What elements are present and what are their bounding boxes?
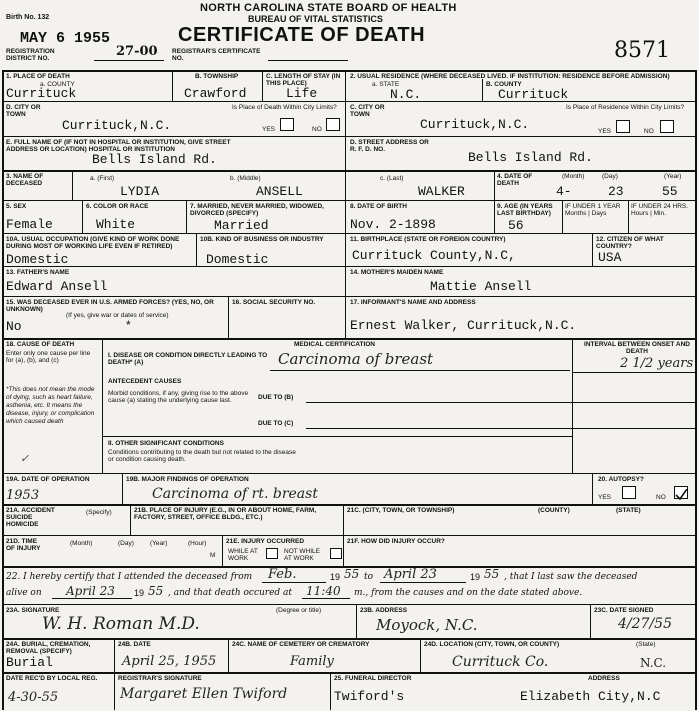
autopsy-label: 20. AUTOPSY? xyxy=(598,476,644,483)
informant: Ernest Walker, Currituck,N.C. xyxy=(350,318,577,333)
cert-statement-a: 22. I hereby certify that I attended the deceased from xyxy=(6,572,253,582)
armed-forces: No xyxy=(6,319,22,334)
middle-name: ANSELL xyxy=(256,184,303,199)
death-yes-label: YES xyxy=(262,126,276,133)
cert-statement-c: m., from the causes and on the date stated above. xyxy=(354,588,583,598)
last-seen-year: 55 xyxy=(148,584,164,598)
marital-label: 7. MARRIED, NEVER MARRIED, WIDOWED, DIVORCED (SPECIFY) xyxy=(190,203,324,217)
certificate-title: CERTIFICATE OF DEATH xyxy=(178,24,426,46)
residence-state: N.C. xyxy=(390,87,422,102)
hospital: Bells Island Rd. xyxy=(92,152,217,167)
disease-label: I. DISEASE OR CONDITION DIRECTLY LEADING TO DEATH* (A) xyxy=(108,352,268,366)
injury-year-label: (Year) xyxy=(150,540,168,547)
funeral-director-label: 25. FUNERAL DIRECTOR xyxy=(334,675,412,682)
funeral-director-address-label: ADDRESS xyxy=(588,675,620,682)
age: 56 xyxy=(508,218,524,233)
death-city-yes-checkbox[interactable] xyxy=(280,118,294,131)
attended-to-year: 55 xyxy=(484,567,500,581)
death-township: Crawford xyxy=(184,86,247,101)
death-city: Currituck,N.C. xyxy=(62,118,172,133)
signature-label: 23A. SIGNATURE xyxy=(6,607,60,614)
attended-from-month: Feb. xyxy=(268,567,297,582)
death-year: 55 xyxy=(662,184,678,199)
county-label: a. COUNTY xyxy=(40,81,75,88)
mother-name: Mattie Ansell xyxy=(430,279,532,294)
operation-date-label: 19A. DATE OF OPERATION xyxy=(6,476,90,483)
residence-within-limits-label: Is Place of Residence Within City Limits? xyxy=(566,104,685,111)
death-no-label: NO xyxy=(312,126,322,133)
cert-to-word: to xyxy=(364,572,374,582)
death-month: 4- xyxy=(556,184,572,199)
burial-date-label: 24B. DATE xyxy=(118,641,151,648)
injury-state-label: (STATE) xyxy=(616,507,641,514)
deceased-name-label: 3. NAME OF DECEASED xyxy=(6,173,44,187)
operation-findings-label: 19B. MAJOR FINDINGS OF OPERATION xyxy=(126,476,249,483)
physician-signature: W. H. Roman M.D. xyxy=(42,614,200,634)
injury-time-label: 21D. TIME OF INJURY xyxy=(6,538,41,552)
cert-alive-on: alive on xyxy=(6,588,42,598)
accident-specify-label: (Specify) xyxy=(86,509,112,516)
star-note: *This does not mean the mode of dying, such as heart failure, asthenia, etc. It means the disease, injury, or complication which caused death xyxy=(6,386,95,425)
residence-label: 2. USUAL RESIDENCE (WHERE DECEASED LIVED. IF INSTITUTION: RESIDENCE BEFORE ADMISSION) xyxy=(350,73,670,80)
last-name: WALKER xyxy=(418,184,465,199)
burial-location: Currituck Co. xyxy=(452,654,549,670)
race-label: 6. COLOR OR RACE xyxy=(86,203,149,210)
operation-findings: Carcinoma of rt. breast xyxy=(152,486,318,502)
citizenship-label: 12. CITIZEN OF WHAT COUNTRY? xyxy=(596,236,664,250)
bureau-title: BUREAU OF VITAL STATISTICS xyxy=(248,14,383,24)
armed-service: * xyxy=(126,318,131,332)
residence-street: Bells Island Rd. xyxy=(468,150,593,165)
autopsy-no-label: NO xyxy=(656,494,666,501)
sex-label: 5. SEX xyxy=(6,203,27,210)
death-city-no-checkbox[interactable] xyxy=(326,118,340,131)
death-certificate: Birth No. 132 NORTH CAROLINA STATE BOARD OF HEALTH BUREAU OF VITAL STATISTICS CERTIFICATE OF DEATH MAY 6 1955 REGISTRATION DISTRICT NO. 27-00 REGISTRAR'S CERTIFICATE NO. 8571 1. PLACE OF DEATH a. COUNTY Currituck B. TOWNSHIP Crawford C. LENGTH OF STAY (IN THIS PLACE) Life 2. USUAL RESIDENCE (WHERE DECEASED LIVED. IF INSTITUTION: RESIDENCE BEFORE ADMISSION) a. STATE N.C. B. COUNTY Currituck D. CITY OR TOWN Currituck,N.C. Is Place of Death Within City Limits? YES NO C. CITY OR TOWN Currituck,N.C. Is Place of Residence Within City Limits? YES NO E. FULL NAME OF (IF NOT IN HOSPITAL OR INSTITUTION, GIVE STREET ADDRESS OR LOCATION) HOSPITAL OR INSTITUTION Bells Island Rd. D. STREET ADDRESS OR R. F. D. NO. Bells Island Rd. 3. NAME OF DECEASED a. (First) LYDIA b. (Middle) ANSELL c. (Last) WALKER 4. DATE OF DEATH (Month) (Day) (Year) 4- 23 55 5. SEX Female 6. COLOR OR RACE White 7. MARRIED, NEVER MARRIED, WIDOWED, DIVORCED (SPECIFY) Married 8. DATE OF BIRTH Nov. 2-1898 9. AGE (IN YEARS LAST BIRTHDAY) 56 IF UNDER 1 YEAR Months | Days IF UNDER 24 HRS. Hours | Min. 10A. USUAL OCCUPATION (GIVE KIND OF WORK DONE DURING MOST OF WORKING LIFE EVEN IF RETIRED) Domestic 10B. KIND OF BUSINESS OR INDUSTRY Domestic 11. BIRTHPLACE (STATE OR FOREIGN COUNTRY) Currituck County,N.C, 12. CITIZEN OF WHAT COUNTRY? USA 13. FATHER'S NAME Edward Ansell 14. MOTHER'S MAIDEN NAME Mattie Ansell 15. WAS DECEASED EVER IN U.S. ARMED FORCES? (YES, NO, OR UNKNOWN) (If yes, give war or dates of service) No * 16. SOCIAL SECURITY NO. 17. INFORMANT'S NAME AND ADDRESS Ernest Walker, Currituck,N.C. 18. CAUSE OF DEATH Enter only one cause per line for (a), (b), and (c) *This does not mean the mode of dying, such as heart failure, asthenia, etc. It means the disease, injury, or complication which caused death ✓ MEDICAL CERTIFICATION I. DISEASE OR CONDITION DIRECTLY LEADING TO DEATH* (A) Carcinoma of breast INTERVAL BETWEEN ONSET AND DEATH 2 1/2 years ANTECEDENT CAUSES Morbid conditions, if any, giving rise to the above cause (a) stating the underlying cause last. DUE TO (B) DUE TO (C) II. OTHER SIGNIFICANT CONDITIONS Conditions contributing to the death but not related to the disease or condition causing death. 19A. DATE OF OPERATION 1953 19B. MAJOR FINDINGS OF OPERATION Carcinoma of rt. breast 20. AUTOPSY? YES NO 21A. ACCIDENT SUICIDE HOMICIDE (Specify) 21B. PLACE OF INJURY (E.G., IN OR ABOUT HOME, FARM, FACTORY, STREET, OFFICE BLDG., ETC.) 21C. (CITY, TOWN, OR TOWNSHIP) (COUNTY) (STATE) 21D. TIME OF INJURY (Month) (Day) (Year) (Hour) M 21E. INJURY OCCURRED WHILE AT WORK NOT WHILE AT WORK 21F. HOW DID INJURY OCCUR? 22. I hereby certify that I attended the deceased from Feb. 19 55 to April 23 19 55 , that I last saw the deceased alive on April 23 19 55 , and that death occured at 11:40 m., from the causes and on the date stated above. 23A. SIGNATURE (Degree or title) W. H. Roman M.D. 23B. ADDRESS Moyock, N.C. 23C. DATE SIGNED 4/27/55 24A. BURIAL, CREMATION, REMOVAL (SPECIFY) Burial 24B. DATE April 25, 1955 24C. NAME OF CEMETERY OR CREMATORY Family 24D. LOCATION (CITY, TOWN, OR COUNTY) (State) Currituck Co. N.C. DATE REC'D BY LOCAL REG. 4-30-55 REGISTRAR'S SIGNATURE Margaret Ellen Twiford 25. FUNERAL DIRECTOR Twiford's ADDRESS Elizabeth City,N.C xyxy=(0,0,699,711)
autopsy-no-checkbox[interactable] xyxy=(674,486,688,499)
cemetery: Family xyxy=(290,654,334,669)
due-to-b-label: DUE TO (B) xyxy=(258,394,294,401)
residence-yes-label: YES xyxy=(598,128,612,135)
while-at-work-label: WHILE AT WORK xyxy=(228,548,258,562)
funeral-director-address: Elizabeth City,N.C xyxy=(520,689,661,704)
physician-address-label: 23B. ADDRESS xyxy=(360,607,408,614)
how-injury-label: 21F. HOW DID INJURY OCCUR? xyxy=(347,538,445,545)
date-signed: 4/27/55 xyxy=(618,616,672,632)
attended-to-date: April 23 xyxy=(384,567,437,582)
mother-label: 14. MOTHER'S MAIDEN NAME xyxy=(350,269,444,276)
residence-city-yes-checkbox[interactable] xyxy=(616,120,630,133)
age-label: 9. AGE (IN YEARS LAST BIRTHDAY) xyxy=(497,203,553,217)
not-while-at-work-checkbox[interactable] xyxy=(330,548,342,559)
not-while-at-work-label: NOT WHILE AT WORK xyxy=(284,548,320,562)
business: Domestic xyxy=(206,252,269,267)
accident-label: 21A. ACCIDENT SUICIDE HOMICIDE xyxy=(6,507,55,528)
interval-label: INTERVAL BETWEEN ONSET AND DEATH xyxy=(584,341,690,355)
other-conditions-label: II. OTHER SIGNIFICANT CONDITIONS xyxy=(108,440,224,447)
armed-service-sublabel: (If yes, give war or dates of service) xyxy=(66,312,169,319)
autopsy-yes-label: YES xyxy=(598,494,612,501)
disease: Carcinoma of breast xyxy=(278,350,434,368)
under-one-year-label: IF UNDER 1 YEAR Months | Days xyxy=(565,203,621,217)
ssn-label: 16. SOCIAL SECURITY NO. xyxy=(232,299,316,306)
cert-occurred-at: , and that death occured at xyxy=(168,588,293,598)
burial-state-label: (State) xyxy=(636,641,656,648)
length-of-stay-label: C. LENGTH OF STAY (IN THIS PLACE) xyxy=(266,73,341,87)
citizenship: USA xyxy=(598,250,622,265)
while-at-work-checkbox[interactable] xyxy=(266,548,278,559)
autopsy-yes-checkbox[interactable] xyxy=(622,486,636,499)
birth-number: Birth No. 132 xyxy=(6,14,50,21)
residence-city: Currituck,N.C. xyxy=(420,117,530,132)
date-stamp: MAY 6 1955 xyxy=(20,30,111,47)
cause-of-death-label: 18. CAUSE OF DEATH xyxy=(6,341,75,348)
cemetery-label: 24C. NAME OF CEMETERY OR CREMATORY xyxy=(232,641,370,648)
last-name-label: c. (Last) xyxy=(380,175,404,182)
injury-hour-label: (Hour) xyxy=(188,540,207,547)
business-label: 10B. KIND OF BUSINESS OR INDUSTRY xyxy=(200,236,324,243)
date-received: 4-30-55 xyxy=(8,690,59,705)
registration-district: 27-00 xyxy=(116,44,158,59)
due-to-c-label: DUE TO (C) xyxy=(258,420,294,427)
residence-city-label: C. CITY OR TOWN xyxy=(350,104,385,118)
residence-county-label: B. COUNTY xyxy=(486,81,522,88)
death-date-label: 4. DATE OF DEATH xyxy=(497,173,533,187)
funeral-director: Twiford's xyxy=(334,689,405,704)
burial-location-label: 24D. LOCATION (CITY, TOWN, OR COUNTY) xyxy=(424,641,560,648)
morbid-note: Morbid conditions, if any, giving rise to the above cause (a) stating the underlying cause last. xyxy=(108,390,249,404)
residence-county: Currituck xyxy=(498,87,569,102)
street-label: D. STREET ADDRESS OR R. F. D. NO. xyxy=(350,139,429,153)
date-received-label: DATE REC'D BY LOCAL REG. xyxy=(6,675,98,682)
township-label: B. TOWNSHIP xyxy=(195,73,239,80)
injury-month-label: (Month) xyxy=(70,540,93,547)
degree-label: (Degree or title) xyxy=(276,607,322,614)
injury-location-label: 21C. (CITY, TOWN, OR TOWNSHIP) xyxy=(347,507,455,514)
length-of-stay: Life xyxy=(286,86,318,101)
sex: Female xyxy=(6,217,53,232)
burial-state: N.C. xyxy=(640,656,667,670)
residence-city-no-checkbox[interactable] xyxy=(660,120,674,133)
registration-district-label: REGISTRATION DISTRICT NO. xyxy=(6,48,55,62)
cert-statement-b: , that I last saw the deceased xyxy=(504,572,638,582)
physician-address: Moyock, N.C. xyxy=(376,616,478,634)
injury-day-label: (Day) xyxy=(118,540,134,547)
death-month-label: (Month) xyxy=(562,173,585,180)
hospital-label: E. FULL NAME OF (IF NOT IN HOSPITAL OR INSTITUTION, GIVE STREET ADDRESS OR LOCATION) HOSPITAL OR INSTITUTION xyxy=(6,139,231,153)
first-name-label: a. (First) xyxy=(90,175,115,182)
registrar-certificate-label: REGISTRAR'S CERTIFICATE NO. xyxy=(172,48,261,62)
injury-m-label: M xyxy=(210,552,216,559)
state-label: a. STATE xyxy=(372,81,400,88)
cause-note: Enter only one cause per line for (a), (b), and (c) xyxy=(6,350,91,364)
first-name: LYDIA xyxy=(120,184,160,199)
check-mark-icon xyxy=(675,489,687,500)
birthplace: Currituck County,N.C, xyxy=(352,248,516,263)
registrar-signature-label: REGISTRAR'S SIGNATURE xyxy=(118,675,202,682)
father-name: Edward Ansell xyxy=(6,279,108,294)
operation-date: 1953 xyxy=(6,488,40,503)
birth-date-label: 8. DATE OF BIRTH xyxy=(350,203,407,210)
last-seen-date: April 23 xyxy=(66,584,115,598)
middle-name-label: b. (Middle) xyxy=(230,175,261,182)
certificate-number: 8571 xyxy=(614,38,670,63)
armed-forces-label: 15. WAS DECEASED EVER IN U.S. ARMED FORCES? (YES, NO, OR UNKNOWN) xyxy=(6,299,214,313)
medical-certification-header: MEDICAL CERTIFICATION xyxy=(294,341,376,348)
death-time: 11:40 xyxy=(306,584,341,598)
registrar-signature: Margaret Ellen Twiford xyxy=(120,686,288,702)
informant-label: 17. INFORMANT'S NAME AND ADDRESS xyxy=(350,299,476,306)
injury-occurred-label: 21E. INJURY OCCURRED xyxy=(226,538,305,545)
death-county: Currituck xyxy=(6,86,77,101)
occupation-label: 10A. USUAL OCCUPATION (GIVE KIND OF WORK DONE DURING MOST OF WORKING LIFE EVEN IF RETIRED) xyxy=(6,236,180,250)
antecedent-label: ANTECEDENT CAUSES xyxy=(108,378,182,385)
burial-label: 24A. BURIAL, CREMATION, REMOVAL (SPECIFY) xyxy=(6,641,91,655)
under-24-hours-label: IF UNDER 24 HRS. Hours | Min. xyxy=(631,203,689,217)
board-title: NORTH CAROLINA STATE BOARD OF HEALTH xyxy=(200,2,457,14)
father-label: 13. FATHER'S NAME xyxy=(6,269,70,276)
interval: 2 1/2 years xyxy=(620,356,694,371)
injury-county-label: (COUNTY) xyxy=(538,507,570,514)
race: White xyxy=(96,217,136,232)
date-signed-label: 23C. DATE SIGNED xyxy=(594,607,654,614)
attended-from-year: 55 xyxy=(344,567,360,581)
place-of-death-label: 1. PLACE OF DEATH xyxy=(6,73,70,80)
death-within-limits-label: Is Place of Death Within City Limits? xyxy=(232,104,337,111)
birthplace-label: 11. BIRTHPLACE (STATE OR FOREIGN COUNTRY) xyxy=(350,236,506,243)
death-day: 23 xyxy=(608,184,624,199)
burial: Burial xyxy=(6,655,53,670)
birth-date: Nov. 2-1898 xyxy=(350,217,436,232)
marital-status: Married xyxy=(214,218,269,233)
city-label: D. CITY OR TOWN xyxy=(6,104,41,118)
occupation: Domestic xyxy=(6,252,69,267)
residence-no-label: NO xyxy=(644,128,654,135)
death-day-label: (Day) xyxy=(602,173,618,180)
death-year-label: (Year) xyxy=(664,173,682,180)
margin-scribble: ✓ xyxy=(20,452,30,465)
injury-place-label: 21B. PLACE OF INJURY (E.G., IN OR ABOUT HOME, FARM, FACTORY, STREET, OFFICE BLDG., ETC.) xyxy=(134,507,317,521)
burial-date: April 25, 1955 xyxy=(122,654,217,669)
other-conditions-note: Conditions contributing to the death but not related to the disease or condition causing death. xyxy=(108,449,296,463)
